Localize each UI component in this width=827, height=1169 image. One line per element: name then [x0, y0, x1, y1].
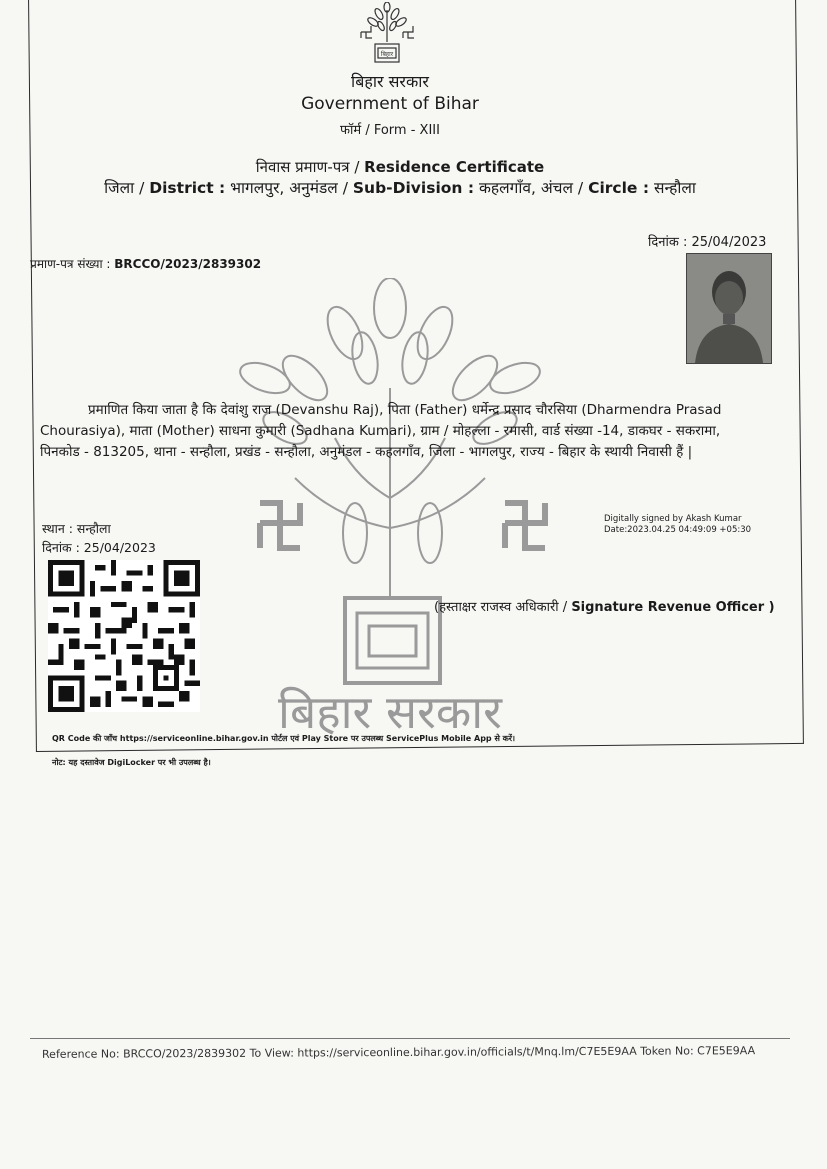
form-number: फॉर्म / Form - XIII	[340, 123, 440, 138]
place: स्थान : सन्हौला	[42, 521, 111, 536]
district-value: भागलपुर, अनुमंडल /	[225, 179, 353, 197]
district-label-en: District :	[149, 179, 226, 197]
govt-english-title: Government of Bihar	[301, 94, 479, 114]
body-line-2: Chourasiya), माता (Mother) साधना कुमारी (Sadhana Kumari), ग्राम / मोहल्ला - रमासी, वार्ड संख्या -14, डाकघर - सकरामा,	[40, 423, 721, 439]
digital-signed-by: Digitally signed by Akash Kumar	[604, 514, 742, 524]
circle-label: Circle :	[588, 179, 650, 197]
digital-sign-date: Date:2023.04.25 04:49:09 +05:30	[604, 525, 752, 535]
certificate-title-english: Residence Certificate	[364, 158, 545, 176]
watermark-text: बिहार सरकार	[278, 685, 502, 739]
district-line	[60, 176, 740, 198]
circle-value: सन्हौला	[649, 179, 696, 197]
bihar-watermark-icon	[225, 278, 555, 743]
place-date: दिनांक : 25/04/2023	[42, 540, 156, 555]
digilocker-note: नोट: यह दस्तावेज DigiLocker पर भी उपलब्ध है।	[52, 758, 211, 767]
qr-verification-note: QR Code की जाँच https://serviceonline.bihar.gov.in पोर्टल एवं Play Store पर उपलब्ध ServicePlus Mobile App से करें।	[52, 734, 516, 743]
body-line-3: पिनकोड - 813205, थाना - सन्हौला, प्रखंड - सन्हौला, अनुमंडल - कहलगाँव, जिला - भागलपुर, राज्य - बिहार के स्थायी निवासी हैं |	[40, 444, 693, 460]
bihar-emblem-icon	[357, 2, 417, 66]
certificate-number-value: BRCCO/2023/2839302	[114, 257, 262, 271]
issue-date: दिनांक : 25/04/2023	[648, 235, 767, 250]
person-photo-icon	[687, 254, 771, 363]
signature-label-hi: (हस्ताक्षर राजस्व अधिकारी /	[434, 600, 572, 615]
reference-footer: Reference No: BRCCO/2023/2839302 To View: https://serviceonline.bihar.gov.in/officials/t/Mnq.lm/C7E5E9AA Token No: C7E5E9AA	[41, 1044, 756, 1061]
certificate-title	[200, 157, 600, 177]
signature-label-en: Signature Revenue Officer )	[571, 600, 775, 615]
qr-code-icon[interactable]	[48, 560, 200, 712]
certificate-number	[30, 255, 261, 272]
certificate-number-label: प्रमाण-पत्र संख्या :	[30, 257, 115, 271]
district-label-hi: जिला /	[104, 179, 150, 197]
emblem-label: बिहार	[380, 51, 394, 58]
digital-signature	[604, 514, 751, 536]
subdivision-value: कहलगाँव, अंचल /	[474, 179, 589, 197]
applicant-photo	[686, 253, 772, 364]
body-line-1: प्रमाणित किया जाता है कि देवांशु राज (Devanshu Raj), पिता (Father) धर्मेन्द्र प्रसाद चौरसिया (Dharmendra Prasad	[88, 402, 722, 418]
certificate-title-hindi: निवास प्रमाण-पत्र /	[255, 158, 365, 176]
footer-divider	[30, 1038, 790, 1039]
subdivision-label: Sub-Division :	[352, 179, 475, 197]
govt-hindi-title: बिहार सरकार	[351, 72, 429, 91]
certificate-body	[40, 400, 780, 463]
signature-label	[434, 597, 775, 615]
